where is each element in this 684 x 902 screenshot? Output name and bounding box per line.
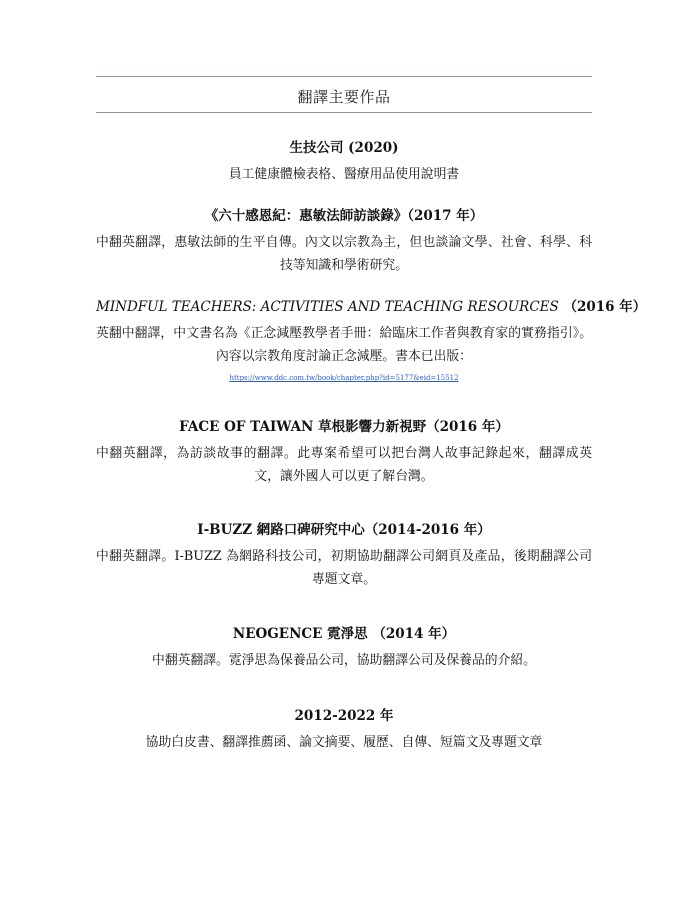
entry-heading (96, 297, 647, 317)
entry-description: 中翻英翻譯，為訪談故事的翻譯。此專案希望可以把台灣人故事記錄起來，翻譯成英文，讓外國人可以更了解台灣。 (96, 446, 592, 484)
title-bottom-rule (96, 112, 592, 113)
work-entry (96, 520, 592, 591)
work-entry (96, 417, 592, 488)
entry-description: 中翻英翻譯，惠敏法師的生平自傳。內文以宗教為主，但也談論文學、社會、科學、科技等知識和學術研究。 (96, 235, 592, 273)
title-top-rule (96, 76, 592, 77)
entry-heading: NEOGENCE 霓淨思 （2014 年） (232, 626, 456, 642)
entry-description: 協助白皮書、翻譯推薦函、論文摘要、履歷、自傳、短篇文及專題文章 (145, 735, 543, 750)
entry-heading: 《六十感恩紀：惠敏法師訪談錄》（2017 年） (204, 208, 484, 224)
work-entry (96, 206, 592, 277)
entry-heading: I-BUZZ 網路口碑研究中心（2014-2016 年） (197, 522, 491, 538)
entry-year: （2016 年） (563, 299, 647, 315)
entry-description: 中翻英翻譯。I-BUZZ 為網路科技公司，初期協助翻譯公司網頁及產品，後期翻譯公司專題文章。 (96, 549, 592, 587)
entry-description: 英翻中翻譯，中文書名為《正念減壓教學者手冊：給臨床工作者與教育家的實務指引》。內容以宗教角度討論正念減壓。書本已出版： (96, 326, 592, 364)
entry-description: 中翻英翻譯。霓淨思為保養品公司，協助翻譯公司及保養品的介紹。 (152, 653, 536, 668)
publisher-link[interactable]: https://www.ddc.com.tw/book/chapter.php?id=5177&eid=15512 (229, 374, 459, 382)
work-entry (96, 706, 592, 754)
work-entry (96, 297, 647, 384)
entry-heading: 生技公司 (2020) (289, 140, 399, 156)
work-entry (96, 138, 592, 186)
entry-heading: 2012-2022 年 (294, 708, 394, 724)
book-title: MINDFUL TEACHERS: ACTIVITIES AND TEACHING RESOURCES (96, 299, 559, 315)
work-entry (96, 624, 592, 672)
page-title: 翻譯主要作品 (297, 88, 391, 106)
entry-description: 員工健康體檢表格、醫療用品使用說明書 (228, 167, 460, 182)
entry-heading: FACE OF TAIWAN 草根影響力新視野（2016 年） (179, 419, 509, 435)
